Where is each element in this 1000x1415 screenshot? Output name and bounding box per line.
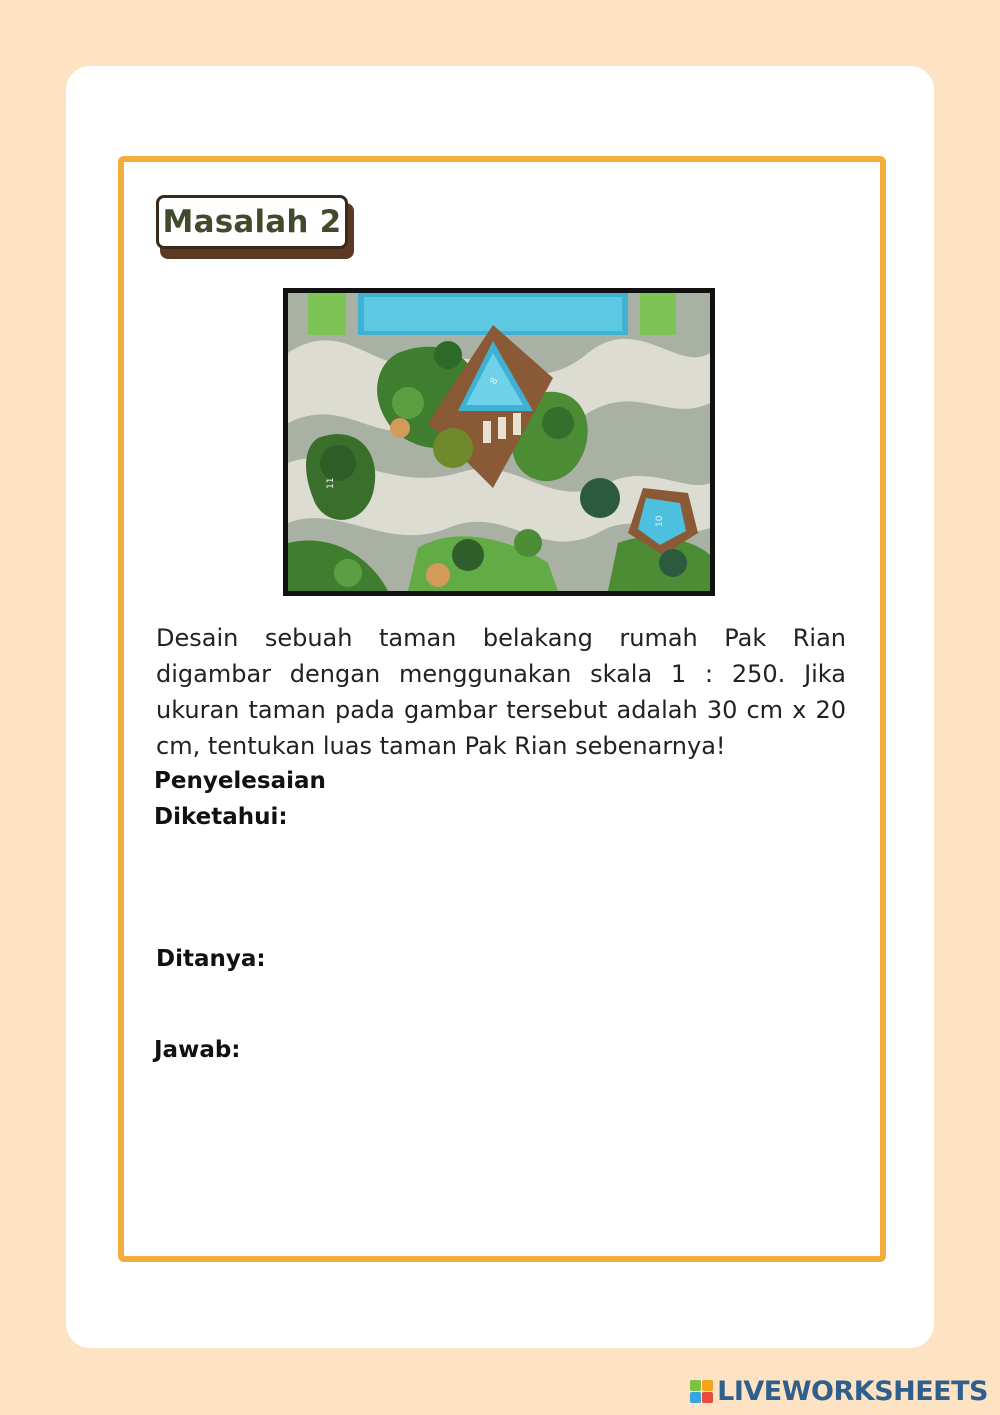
garden-plan-drawing xyxy=(288,293,710,591)
garden-plan-image xyxy=(283,288,715,596)
pool-number-label: 10 xyxy=(655,515,665,527)
title-badge-box xyxy=(156,195,348,249)
problem-statement: Desain sebuah taman belakang rumah Pak Rian digambar dengan menggunakan skala 1 : 250. Jika ukuran taman pada gambar tersebut adalah 30 cm x 20 cm, tentukan luas taman Pak Rian sebenarnya! xyxy=(156,624,846,760)
solution-heading: Penyelesaian xyxy=(154,768,326,794)
answer-label: Jawab: xyxy=(154,1037,241,1063)
pool-number-label: 11 xyxy=(326,477,336,489)
liveworksheets-brand xyxy=(690,1374,988,1408)
pool-number-label: 8 xyxy=(488,376,501,387)
brand-name: LIVEWORKSHEETS xyxy=(717,1375,988,1407)
known-label: Diketahui: xyxy=(154,804,288,830)
liveworksheets-logo-icon xyxy=(690,1380,713,1403)
asked-label: Ditanya: xyxy=(156,946,266,972)
problem-title: Masalah 2 xyxy=(162,204,342,240)
title-badge xyxy=(156,195,356,261)
